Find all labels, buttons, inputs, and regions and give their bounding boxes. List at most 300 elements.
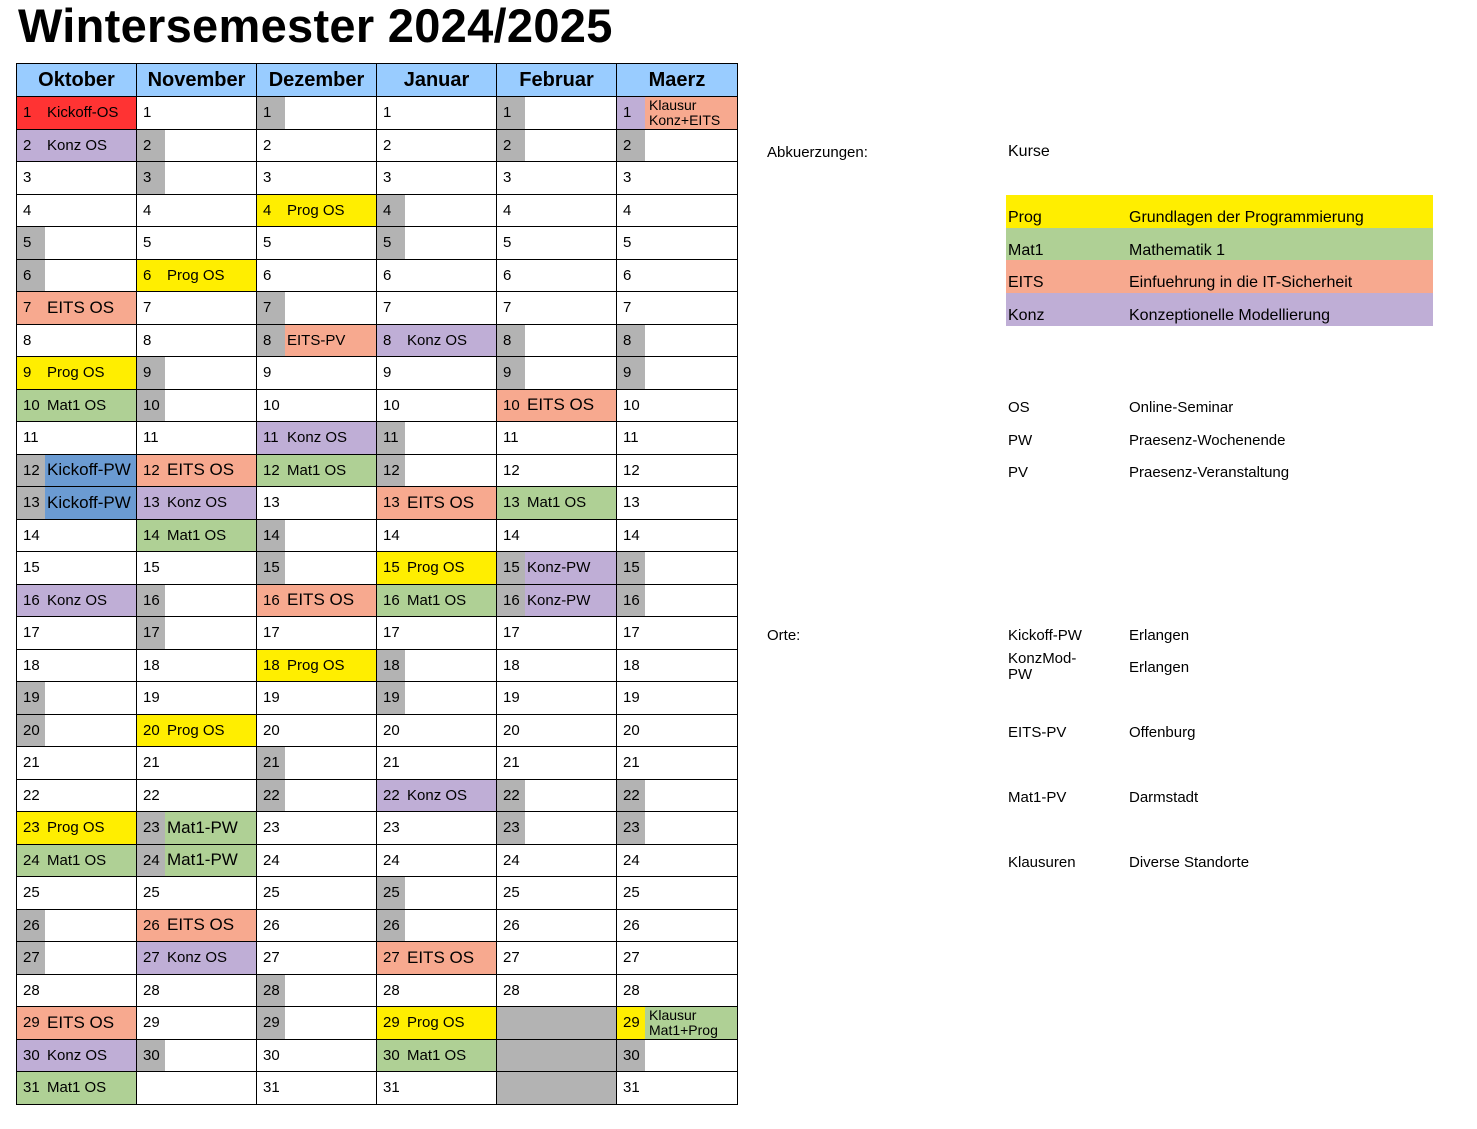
day-cell: [137, 389, 257, 422]
day-cell: [377, 487, 497, 520]
day-number: 23: [497, 812, 525, 844]
day-cell: [497, 1072, 617, 1105]
day-number: 18: [377, 650, 405, 682]
day-cell: [497, 422, 617, 455]
day-cell: [617, 649, 738, 682]
day-number: 5: [503, 234, 512, 251]
day-cell: [377, 259, 497, 292]
day-number: 26: [623, 916, 640, 934]
event-label: EITS OS: [527, 395, 595, 415]
event-label: Prog OS: [287, 656, 345, 674]
day-number: 3: [137, 162, 165, 194]
course-abbr: Mat1: [1008, 241, 1044, 259]
day-cell: [137, 942, 257, 975]
day-number: 20: [623, 721, 640, 739]
event-label: Konz OS: [407, 331, 468, 349]
event-label: Mat1-PW: [167, 817, 238, 837]
event-label: Mat1 OS: [407, 1046, 467, 1064]
day-cell: [377, 292, 497, 325]
day-cell: [377, 97, 497, 130]
day-number: 21: [23, 754, 40, 771]
day-cell: [257, 649, 377, 682]
day-number: 26: [143, 916, 160, 934]
day-cell: [257, 779, 377, 812]
day-number: 6: [383, 266, 392, 284]
day-cell: [377, 357, 497, 390]
day-cell: [257, 1007, 377, 1040]
day-cell: [617, 324, 738, 357]
day-cell: [257, 942, 377, 975]
day-number: 1: [383, 104, 392, 121]
day-number: 10: [503, 396, 520, 414]
day-cell: [137, 324, 257, 357]
event-label: Mat1-PW: [167, 850, 238, 870]
day-cell: [497, 649, 617, 682]
event-label: Mat1 OS: [167, 526, 227, 544]
day-cell: [617, 1007, 738, 1040]
month-header-row: [17, 64, 738, 97]
day-cell: [17, 942, 137, 975]
day-cell: [137, 682, 257, 715]
day-number: 16: [383, 591, 400, 609]
day-cell: [137, 617, 257, 650]
day-number: 10: [137, 390, 165, 422]
format-name: Online-Seminar: [1129, 399, 1234, 416]
calendar-row: [17, 779, 738, 812]
day-cell: [377, 682, 497, 715]
day-cell: [17, 714, 137, 747]
day-number: 30: [383, 1046, 400, 1064]
day-number: 2: [383, 136, 392, 154]
day-cell: [137, 974, 257, 1007]
calendar-row: [17, 714, 738, 747]
day-number: 25: [503, 884, 520, 901]
event-label: Konz OS: [47, 136, 108, 154]
day-cell: [257, 812, 377, 845]
day-cell: [377, 942, 497, 975]
event-label: Konz OS: [167, 949, 228, 967]
day-cell: [257, 877, 377, 910]
day-cell: [377, 422, 497, 455]
day-number: 16: [263, 591, 280, 609]
day-number: 16: [617, 585, 645, 617]
day-number: 13: [503, 494, 520, 511]
day-cell: [617, 974, 738, 1007]
event-label: Konz OS: [47, 1046, 108, 1064]
calendar-row: [17, 974, 738, 1007]
calendar-row: [17, 1072, 738, 1105]
event-label: EITS OS: [47, 1012, 115, 1032]
event-label: Prog OS: [47, 364, 105, 382]
day-cell: [617, 552, 738, 585]
day-number: 15: [383, 559, 400, 576]
day-cell: [497, 1007, 617, 1040]
event-label: Konz OS: [407, 786, 468, 804]
day-number: 22: [497, 780, 525, 812]
day-number: 10: [623, 396, 640, 414]
day-cell: [137, 1072, 257, 1105]
day-number: 26: [503, 916, 520, 934]
day-number: 30: [23, 1046, 40, 1064]
event-label: EITS OS: [167, 915, 235, 935]
day-number: 2: [263, 136, 272, 154]
day-cell: [377, 552, 497, 585]
day-cell: [257, 194, 377, 227]
day-number: [137, 1072, 165, 1104]
day-number: 2: [497, 130, 525, 162]
day-number: 4: [623, 201, 632, 219]
day-number: 14: [503, 526, 520, 544]
semester-calendar: [16, 63, 738, 1105]
day-number: 12: [143, 461, 160, 479]
day-number: 23: [617, 812, 645, 844]
day-number: 18: [503, 656, 520, 674]
day-number: 24: [23, 851, 40, 869]
day-number: 5: [623, 234, 632, 251]
day-cell: [617, 812, 738, 845]
day-cell: [257, 747, 377, 780]
day-cell: [497, 812, 617, 845]
day-number: 6: [143, 266, 152, 284]
day-cell: [617, 357, 738, 390]
day-number: 17: [137, 617, 165, 649]
day-number: 18: [263, 656, 280, 674]
day-cell: [17, 584, 137, 617]
month-header-november: November: [137, 64, 257, 97]
course-legend-eits: [1006, 260, 1433, 293]
day-number: 23: [137, 812, 165, 844]
day-cell: [377, 974, 497, 1007]
day-number: 29: [617, 1007, 645, 1039]
day-cell: [617, 682, 738, 715]
day-cell: [17, 97, 137, 130]
day-number: 16: [497, 585, 525, 617]
event-label: Kickoff-PW: [47, 492, 131, 512]
day-cell: [497, 389, 617, 422]
calendar-row: [17, 422, 738, 455]
day-number: 8: [257, 325, 285, 357]
day-number: 30: [617, 1040, 645, 1072]
day-cell: [137, 97, 257, 130]
day-cell: [17, 422, 137, 455]
place-abbr: EITS-PV: [1008, 724, 1067, 741]
day-number: 2: [617, 130, 645, 162]
day-cell: [257, 97, 377, 130]
day-cell: [17, 812, 137, 845]
day-number: 10: [383, 396, 400, 414]
day-number: 22: [23, 786, 40, 804]
day-number: 9: [23, 364, 32, 381]
day-number: 29: [23, 1014, 40, 1031]
day-cell: [497, 682, 617, 715]
day-cell: [137, 747, 257, 780]
day-cell: [17, 1072, 137, 1105]
day-number: 22: [143, 786, 160, 804]
event-label: Prog OS: [47, 819, 105, 837]
day-cell: [137, 649, 257, 682]
day-number: 8: [383, 331, 392, 349]
day-cell: [617, 1072, 738, 1105]
event-label: Prog OS: [167, 266, 225, 284]
event-label: Mat1 OS: [407, 591, 467, 609]
day-cell: [377, 389, 497, 422]
day-number: 27: [623, 949, 640, 966]
event-label: EITS OS: [287, 590, 355, 610]
day-cell: [377, 844, 497, 877]
day-number: 26: [17, 910, 45, 942]
day-cell: [617, 519, 738, 552]
day-cell: [257, 389, 377, 422]
day-cell: [17, 487, 137, 520]
day-number: 20: [383, 721, 400, 739]
day-number: 17: [23, 624, 40, 641]
day-cell: [617, 779, 738, 812]
day-number: 25: [143, 884, 160, 901]
day-number: 21: [257, 747, 285, 779]
day-number: 20: [17, 715, 45, 747]
day-number: 22: [257, 780, 285, 812]
day-cell: [137, 584, 257, 617]
event-label: Prog OS: [287, 201, 345, 219]
day-number: 3: [503, 169, 512, 186]
course-legend-mat1: [1006, 228, 1433, 261]
event-label: Konz OS: [287, 429, 348, 447]
day-number: 31: [263, 1079, 280, 1096]
day-number: 11: [263, 429, 279, 446]
format-name: Praesenz-Veranstaltung: [1129, 464, 1290, 481]
day-cell: [617, 909, 738, 942]
day-number: 28: [503, 981, 520, 999]
day-cell: [377, 909, 497, 942]
day-cell: [257, 909, 377, 942]
day-number: 12: [17, 455, 45, 487]
day-cell: [617, 487, 738, 520]
calendar-row: [17, 259, 738, 292]
day-number: 4: [377, 195, 405, 227]
day-cell: [497, 584, 617, 617]
day-number: 8: [497, 325, 525, 357]
day-number: 1: [143, 104, 152, 121]
day-cell: [377, 162, 497, 195]
day-number: 24: [623, 851, 640, 869]
place-name: Darmstadt: [1129, 789, 1199, 806]
event-label: Mat1 OS: [527, 494, 587, 512]
day-cell: [377, 812, 497, 845]
day-number: 10: [263, 396, 280, 414]
day-cell: [257, 422, 377, 455]
day-number: 23: [383, 819, 400, 836]
day-number: 13: [623, 494, 640, 511]
event-label: Mat1 OS: [47, 851, 107, 869]
day-cell: [257, 357, 377, 390]
day-cell: [497, 357, 617, 390]
place-name: Offenburg: [1129, 724, 1196, 741]
day-number: 5: [263, 234, 272, 251]
day-cell: [377, 649, 497, 682]
day-cell: [17, 162, 137, 195]
day-cell: [17, 747, 137, 780]
day-cell: [257, 617, 377, 650]
month-header-januar: Januar: [377, 64, 497, 97]
day-cell: [137, 1007, 257, 1040]
day-number: 28: [257, 975, 285, 1007]
day-cell: [137, 194, 257, 227]
event-label: Konz-PW: [527, 559, 591, 577]
day-number: 12: [623, 461, 640, 479]
day-cell: [257, 259, 377, 292]
day-number: 6: [503, 266, 512, 284]
day-number: 13: [263, 494, 280, 511]
day-number: 19: [377, 682, 405, 714]
day-cell: [497, 324, 617, 357]
place-abbr: Kickoff-PW: [1008, 627, 1082, 644]
day-number: 15: [143, 559, 160, 576]
day-number: 25: [23, 884, 40, 901]
day-cell: [377, 779, 497, 812]
event-label: EITS OS: [47, 297, 115, 317]
day-number: 7: [143, 299, 152, 316]
place-abbr: KonzMod-PW: [1008, 650, 1077, 683]
day-cell: [377, 1039, 497, 1072]
calendar-row: [17, 389, 738, 422]
day-cell: [257, 227, 377, 260]
day-cell: [17, 259, 137, 292]
day-cell: [617, 194, 738, 227]
place-name: Erlangen: [1129, 659, 1190, 676]
day-number: 13: [143, 494, 160, 511]
day-cell: [137, 909, 257, 942]
day-cell: [17, 974, 137, 1007]
day-cell: [497, 162, 617, 195]
day-number: 18: [143, 656, 160, 674]
day-number: 21: [503, 754, 520, 771]
calendar-row: [17, 942, 738, 975]
day-number: 6: [623, 266, 632, 284]
day-number: 9: [617, 357, 645, 389]
day-cell: [377, 1007, 497, 1040]
day-number: 9: [137, 357, 165, 389]
day-number: 19: [143, 689, 160, 706]
event-label: Kickoff-PW: [47, 460, 131, 480]
day-cell: [497, 194, 617, 227]
day-number: 28: [623, 981, 640, 999]
day-cell: [497, 844, 617, 877]
format-abbr: PV: [1008, 464, 1029, 481]
day-cell: [137, 422, 257, 455]
format-abbr: OS: [1008, 399, 1030, 416]
day-number: 17: [263, 624, 280, 641]
event-label: Kickoff-OS: [47, 104, 119, 122]
day-cell: [617, 584, 738, 617]
day-cell: [17, 649, 137, 682]
day-cell: [17, 877, 137, 910]
day-number: 4: [143, 201, 152, 219]
day-cell: [497, 909, 617, 942]
day-number: 25: [623, 884, 640, 901]
day-cell: [17, 909, 137, 942]
day-cell: [497, 292, 617, 325]
calendar-row: [17, 844, 738, 877]
places-label: Orte:: [767, 627, 801, 644]
day-cell: [137, 162, 257, 195]
calendar-row: [17, 1039, 738, 1072]
calendar-row: [17, 97, 738, 130]
day-number: 11: [623, 429, 639, 446]
day-number: 13: [383, 494, 400, 511]
day-cell: [17, 357, 137, 390]
day-cell: [17, 324, 137, 357]
day-number: 22: [383, 786, 400, 804]
calendar-row: [17, 649, 738, 682]
day-cell: [137, 714, 257, 747]
day-cell: [257, 324, 377, 357]
day-cell: [617, 454, 738, 487]
day-number: 4: [503, 201, 512, 219]
event-label: EITS OS: [167, 460, 235, 480]
day-number: 14: [257, 520, 285, 552]
day-number: 19: [503, 689, 520, 706]
day-cell: [497, 519, 617, 552]
day-cell: [377, 617, 497, 650]
day-cell: [137, 552, 257, 585]
event-label: Konz OS: [47, 591, 108, 609]
day-number: 12: [263, 461, 280, 479]
day-number: 19: [623, 689, 640, 706]
day-cell: [497, 617, 617, 650]
day-number: 1: [617, 97, 645, 129]
day-number: 27: [383, 949, 400, 966]
day-number: 11: [377, 422, 405, 454]
day-cell: [137, 487, 257, 520]
day-number: 3: [623, 169, 632, 186]
calendar-row: [17, 454, 738, 487]
event-label: EITS-PV: [287, 331, 346, 349]
calendar-row: [17, 487, 738, 520]
day-number: 5: [17, 227, 45, 259]
day-number: 30: [263, 1046, 280, 1064]
day-cell: [497, 714, 617, 747]
calendar-row: [17, 812, 738, 845]
day-cell: [377, 1072, 497, 1105]
calendar-row: [17, 617, 738, 650]
day-number: 15: [257, 552, 285, 584]
day-cell: [257, 454, 377, 487]
calendar-row: [17, 682, 738, 715]
day-number: 10: [23, 396, 40, 414]
day-cell: [617, 292, 738, 325]
day-number: 17: [503, 624, 520, 641]
day-cell: [617, 227, 738, 260]
day-number: 18: [23, 656, 40, 674]
day-cell: [17, 617, 137, 650]
day-number: 26: [263, 916, 280, 934]
course-name: Konzeptionelle Modellierung: [1129, 306, 1331, 324]
day-cell: [497, 454, 617, 487]
day-cell: [497, 974, 617, 1007]
courses-label: Kurse: [1008, 143, 1050, 160]
day-number: 27: [503, 949, 520, 966]
day-cell: [17, 129, 137, 162]
day-number: 31: [23, 1079, 40, 1096]
month-header-februar: Februar: [497, 64, 617, 97]
day-number: 12: [377, 455, 405, 487]
day-cell: [497, 227, 617, 260]
day-cell: [257, 552, 377, 585]
day-number: 6: [17, 260, 45, 292]
day-number: 3: [383, 169, 392, 186]
day-number: 20: [263, 721, 280, 739]
day-cell: [137, 129, 257, 162]
